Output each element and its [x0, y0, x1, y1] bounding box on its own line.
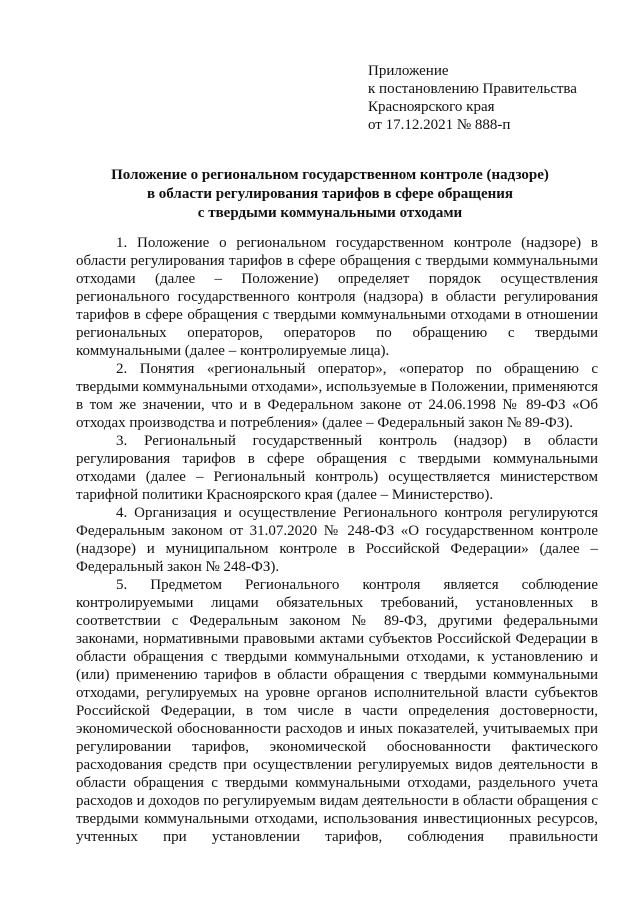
- appendix-line: от 17.12.2021 № 888-п: [368, 117, 511, 133]
- paragraph: 1. Положение о региональном государственном контроле (надзоре) в области регулирования тарифов в сфере обращения с твердыми коммунальными отходами (далее – Положение) определяет порядок осуществления регионального государственного контроля (надзора) в области регулирования тарифов в сфере обращения с твердыми коммунальными отходами в отношении региональных операторов, операторов по обращению с твердыми коммунальными (далее – контролируемые лица).: [76, 235, 598, 359]
- document-title: [60, 166, 600, 223]
- title-line: с твердыми коммунальными отходами: [197, 205, 463, 221]
- paragraph: 2. Понятия «региональный оператор», «оператор по обращению с твердыми коммунальными отходами», используемые в Положении, применяются в том же значении, что и в Федеральном законе от 24.06.1998 № 89-ФЗ «Об отходах производства и потребления» (далее – Федеральный закон № 89-ФЗ).: [76, 361, 598, 431]
- title-line: Положение о региональном государственном контроле (надзоре): [111, 167, 549, 183]
- paragraph: 3. Региональный государственный контроль (надзор) в области регулирования тарифов в сфере обращения с твердыми коммунальными отходами (далее – Региональный контроль) осуществляется министерством тарифной политики Красноярского края (далее – Министерство).: [76, 433, 598, 503]
- document-body: [76, 234, 598, 846]
- appendix-header: [368, 62, 577, 134]
- paragraph: 5. Предметом Регионального контроля является соблюдение контролируемыми лицами обязательных требований, установленных в соответствии с Федеральным законом № 89-ФЗ, другими федеральными законами, нормативными правовыми актами субъектов Российской Федерации в области обращения с твердыми коммунальными отходами, к установлению и (или) применению тарифов в области обращения с твердыми коммунальными отходами, регулируемых на уровне органов исполнительной власти субъектов Российской Федерации, в том числе в части определения достоверности, экономической обоснованности расходов и иных показателей, учитываемых при регулировании тарифов, экономической обоснованности фактического расходования средств при осуществлении регулируемых видов деятельности в области обращения с твердыми коммунальными отходами, раздельного учета расходов и доходов по регулируемым видам деятельности в области обращения с твердыми коммунальными отходами, использования инвестиционных ресурсов, учтенных при установлении тарифов, соблюдения правильности: [76, 577, 598, 845]
- paragraph: 4. Организация и осуществление Регионального контроля регулируются Федеральным законом от 31.07.2020 № 248-ФЗ «О государственном контроле (надзоре) и муниципальном контроле в Российской Федерации» (далее – Федеральный закон № 248-ФЗ).: [76, 505, 598, 575]
- appendix-line: к постановлению Правительства: [368, 81, 577, 97]
- appendix-line: Красноярского края: [368, 99, 495, 115]
- appendix-line: Приложение: [368, 63, 449, 79]
- title-line: в области регулирования тарифов в сфере обращения: [146, 186, 514, 202]
